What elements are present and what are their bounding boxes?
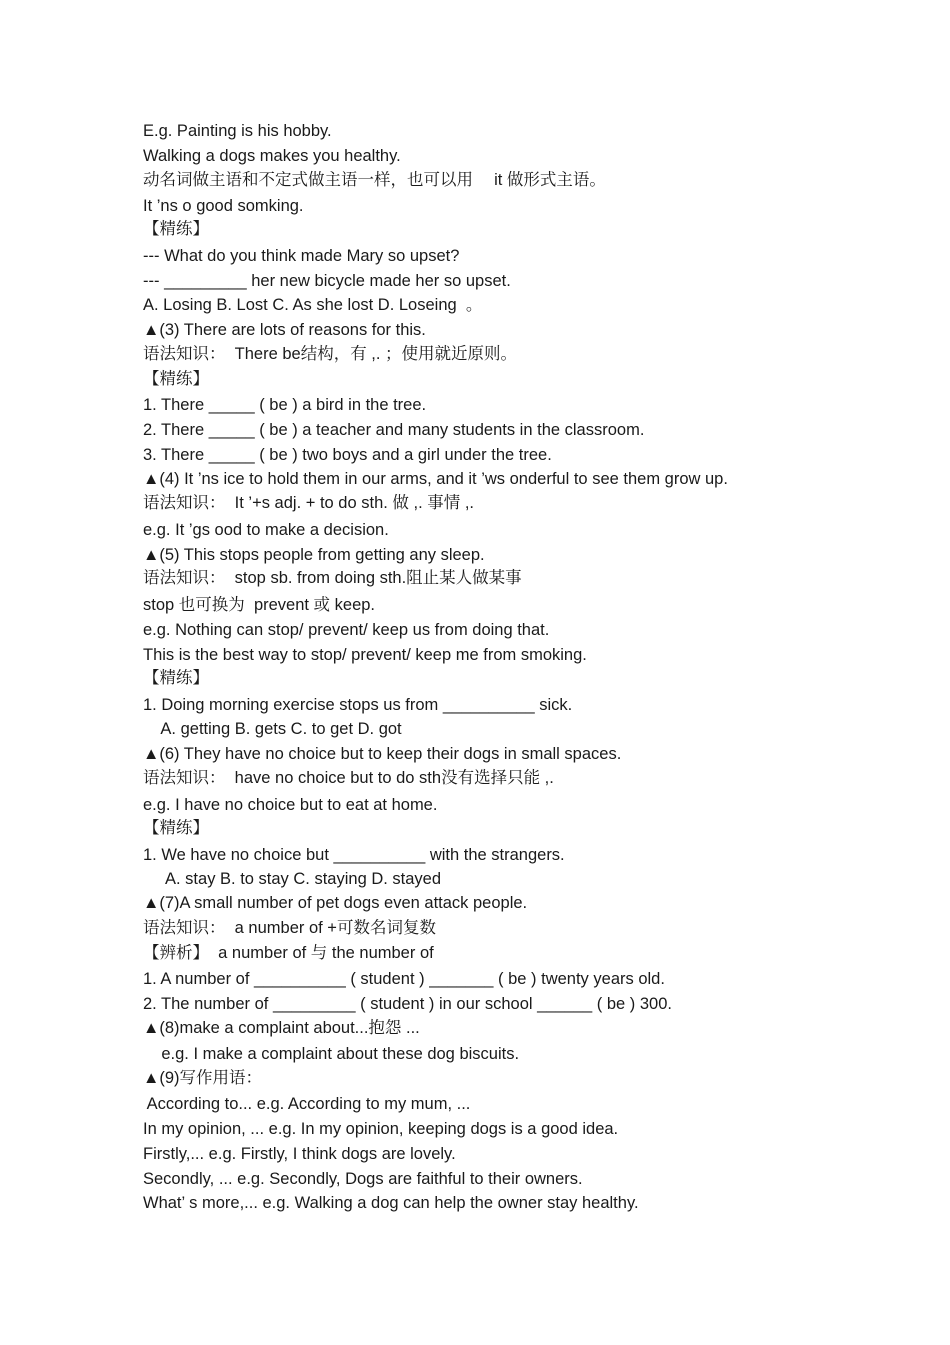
- text-line: e.g. I have no choice but to eat at home.: [143, 796, 438, 814]
- text-line: 动名词做主语和不定式做主语一样，也可以用 it 做形式主语。: [143, 171, 606, 189]
- exercise-item: 3. There _____ ( be ) two boys and a girl under the tree.: [143, 446, 552, 464]
- grammar-note: 语法知识： a number of +可数名词复数: [143, 919, 436, 937]
- exercise-item: 2. The number of _________ ( student ) in our school ______ ( be ) 300.: [143, 995, 672, 1013]
- text-line: What’ s more,... e.g. Walking a dog can help the owner stay healthy.: [143, 1194, 639, 1212]
- grammar-note: 语法知识： It ’+s adj. + to do sth. 做 ,. 事情 ,.: [143, 494, 475, 512]
- text-line: ▲(4) It ’ns ice to hold them in our arms, and it ’ws onderful to see them grow up.: [143, 470, 728, 488]
- answer-options: A. getting B. gets C. to get D. got: [143, 720, 402, 738]
- section-heading: 【精练】: [143, 370, 209, 388]
- exercise-item: 1. Doing morning exercise stops us from __________ sick.: [143, 696, 573, 714]
- text-line: ▲(3) There are lots of reasons for this.: [143, 321, 426, 339]
- text-line: e.g. Nothing can stop/ prevent/ keep us from doing that.: [143, 621, 550, 639]
- text-line: In my opinion, ... e.g. In my opinion, keeping dogs is a good idea.: [143, 1120, 619, 1138]
- text-line: --- _________ her new bicycle made her so upset.: [143, 272, 511, 290]
- exercise-item: 2. There _____ ( be ) a teacher and many students in the classroom.: [143, 421, 645, 439]
- text-line: ▲(8)make a complaint about...抱怨 ...: [143, 1019, 420, 1037]
- exercise-item: 1. We have no choice but __________ with the strangers.: [143, 846, 565, 864]
- text-line: --- What do you think made Mary so upset?: [143, 247, 460, 265]
- text-line: Firstly,... e.g. Firstly, I think dogs are lovely.: [143, 1145, 456, 1163]
- exercise-item: 1. There _____ ( be ) a bird in the tree.: [143, 396, 427, 414]
- text-line: E.g. Painting is his hobby.: [143, 122, 332, 140]
- grammar-note: 语法知识： There be结构，有 ,. ；使用就近原则。: [143, 345, 518, 363]
- text-line: ▲(5) This stops people from getting any sleep.: [143, 546, 485, 564]
- text-line: Walking a dogs makes you healthy.: [143, 147, 401, 165]
- text-line: ▲(6) They have no choice but to keep their dogs in small spaces.: [143, 745, 622, 763]
- text-line: e.g. It ’gs ood to make a decision.: [143, 521, 389, 539]
- grammar-note: 语法知识： stop sb. from doing sth.阻止某人做某事: [143, 569, 522, 587]
- text-line: According to... e.g. According to my mum, ...: [143, 1095, 471, 1113]
- section-heading: 【精练】: [143, 819, 209, 837]
- text-line: Secondly, ... e.g. Secondly, Dogs are faithful to their owners.: [143, 1170, 583, 1188]
- text-line: This is the best way to stop/ prevent/ keep me from smoking.: [143, 646, 587, 664]
- text-line: e.g. I make a complaint about these dog biscuits.: [143, 1045, 520, 1063]
- section-heading: 【精练】: [143, 220, 209, 238]
- answer-options: A. stay B. to stay C. staying D. stayed: [143, 870, 442, 888]
- section-heading: 【辨析】 a number of 与 the number of: [143, 944, 434, 962]
- text-line: It ’ns o good somking.: [143, 197, 304, 215]
- grammar-note: 语法知识： have no choice but to do sth没有选择只能 ,.: [143, 769, 554, 787]
- text-line: ▲(9)写作用语：: [143, 1069, 262, 1087]
- exercise-item: 1. A number of __________ ( student ) _______ ( be ) twenty years old.: [143, 970, 665, 988]
- text-line: ▲(7)A small number of pet dogs even attack people.: [143, 894, 528, 912]
- text-line: stop 也可换为 prevent 或 keep.: [143, 596, 376, 614]
- section-heading: 【精练】: [143, 669, 209, 687]
- answer-options: A. Losing B. Lost C. As she lost D. Loseing 。: [143, 296, 483, 314]
